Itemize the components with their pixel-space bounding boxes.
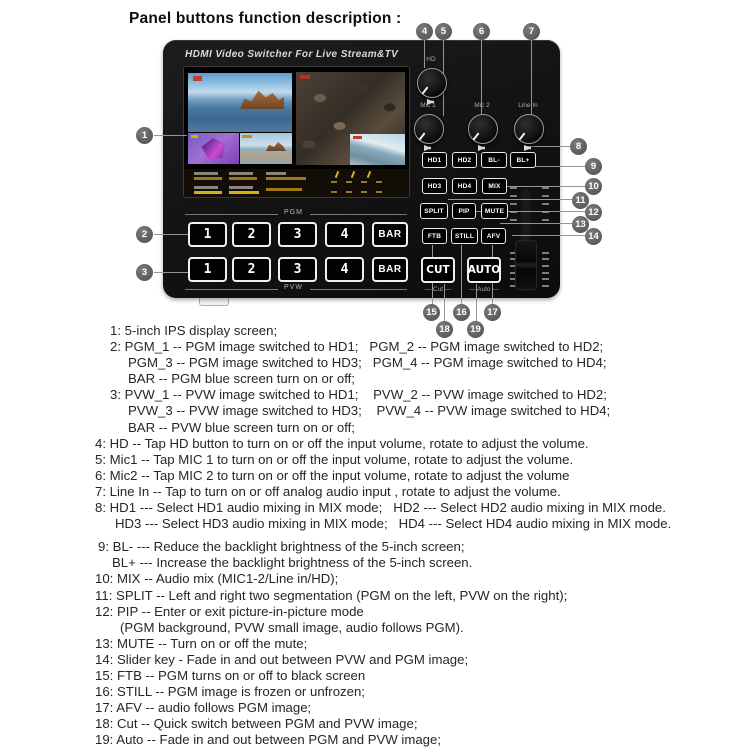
mic1-knob[interactable] <box>414 114 444 144</box>
callout-15: 15 <box>423 304 440 321</box>
still-button[interactable]: STILL <box>451 228 478 244</box>
description-line: HD3 --- Select HD3 audio mixing in MIX mode; HD4 --- Select HD4 audio mixing in MIX mode. <box>115 516 672 532</box>
description-line: 3: PVW_1 -- PVW image switched to HD1; PVW_2 -- PVW image switched to HD2; <box>110 387 607 403</box>
callout-line <box>154 272 189 273</box>
cut-caption: — Cut — <box>424 286 452 293</box>
callout-line <box>500 223 573 224</box>
pvw-button-1[interactable]: 1 <box>188 257 227 282</box>
hd4-button[interactable]: HD4 <box>452 178 477 194</box>
description-line: 10: MIX -- Audio mix (MIC1-2/Line in/HD); <box>95 571 339 587</box>
description-line: 19: Auto -- Fade in and out between PGM and PVW image; <box>95 732 441 748</box>
pgm-button-2[interactable]: 2 <box>232 222 271 247</box>
description-line: 13: MUTE -- Turn on or off the mute; <box>95 635 308 651</box>
afv-button[interactable]: AFV <box>481 228 506 244</box>
callout-6: 6 <box>473 23 490 40</box>
bl-minus-button[interactable]: BL- <box>481 152 507 168</box>
callout-2: 2 <box>136 226 153 243</box>
ftb-button[interactable]: FTB <box>422 228 447 244</box>
callout-16: 16 <box>453 304 470 321</box>
mic2-knob-label: Mic 2 <box>474 102 490 109</box>
description-line: (PGM background, PVW small image, audio follows PGM). <box>120 619 464 635</box>
callout-1: 1 <box>136 127 153 144</box>
callout-4: 4 <box>416 23 433 40</box>
device-foot <box>199 297 229 306</box>
description-line: 15: FTB -- PGM turns on or off to black screen <box>95 667 366 683</box>
input3-video-tile <box>188 133 239 164</box>
speaker-icon <box>424 145 431 151</box>
line-in-knob[interactable] <box>514 114 544 144</box>
callout-19: 19 <box>467 321 484 338</box>
fader-handle[interactable] <box>515 240 537 290</box>
callout-18: 18 <box>436 321 453 338</box>
mic2-knob[interactable] <box>468 114 498 144</box>
mute-button[interactable]: MUTE <box>481 203 508 219</box>
pvw-video-tile <box>188 73 292 132</box>
description-line: BL+ --- Increase the backlight brightness of the 5-inch screen. <box>112 555 473 571</box>
callout-9: 9 <box>585 158 602 175</box>
callout-5: 5 <box>435 23 452 40</box>
split-button[interactable]: SPLIT <box>420 203 448 219</box>
description-line: PVW_3 -- PVW image switched to HD3; PVW_4 -- PVW image switched to HD4; <box>128 403 611 419</box>
page-title: Panel buttons function description : <box>129 10 402 27</box>
callout-12: 12 <box>585 204 602 221</box>
callout-line <box>154 135 187 136</box>
callout-line <box>154 234 189 235</box>
description-line: 1: 5-inch IPS display screen; <box>110 323 278 338</box>
hd-knob[interactable] <box>417 68 447 98</box>
osd-status-bar <box>184 169 409 197</box>
pvw-button-3[interactable]: 3 <box>278 257 317 282</box>
line-in-knob-label: Line In <box>518 102 538 109</box>
description-list <box>0 323 750 748</box>
description-line: 8: HD1 --- Select HD1 audio mixing in MIX mode; HD2 --- Select HD2 audio mixing in MIX mode. <box>95 500 666 516</box>
callout-line <box>502 186 586 187</box>
pvw-row-label: PVW <box>284 284 303 291</box>
description-line: 7: Line In -- Tap to turn on or off analog audio input , rotate to adjust the volume. <box>95 483 561 499</box>
input2-video-tile <box>350 134 405 165</box>
speaker-icon <box>478 145 485 151</box>
callout-11: 11 <box>572 192 589 209</box>
description-line: BAR -- PGM blue screen turn on or off; <box>128 371 355 387</box>
description-line: 18: Cut -- Quick switch between PGM and PVW image; <box>95 716 418 732</box>
pip-button[interactable]: PIP <box>452 203 476 219</box>
hd3-button[interactable]: HD3 <box>422 178 447 194</box>
pgm-button-bar[interactable]: BAR <box>372 222 408 247</box>
pgm-button-3[interactable]: 3 <box>278 222 317 247</box>
callout-14: 14 <box>585 228 602 245</box>
description-line: PGM_3 -- PGM image switched to HD3; PGM_4 -- PGM image switched to HD4; <box>128 355 607 371</box>
mic1-knob-label: Mic 1 <box>420 102 436 109</box>
callout-13: 13 <box>572 216 589 233</box>
callout-3: 3 <box>136 264 153 281</box>
callout-8: 8 <box>570 138 587 155</box>
callout-10: 10 <box>585 178 602 195</box>
device-title: HDMI Video Switcher For Live Stream&TV <box>185 49 399 60</box>
pvw-button-bar[interactable]: BAR <box>372 257 408 282</box>
description-line: 6: Mic2 -- Tap MIC 2 to turn on or off the input volume, rotate to adjust the volume <box>95 467 570 483</box>
auto-caption: — Auto — <box>469 286 499 293</box>
callout-7: 7 <box>523 23 540 40</box>
callout-line <box>424 40 425 68</box>
description-line: BAR -- PVW blue screen turn on or off; <box>128 419 355 435</box>
description-line: 12: PIP -- Enter or exit picture-in-picture mode <box>95 603 364 619</box>
callout-line <box>461 245 462 305</box>
hd1-button[interactable]: HD1 <box>422 152 447 168</box>
hd-knob-label: HD <box>426 56 436 63</box>
mix-button[interactable]: MIX <box>482 178 507 194</box>
description-line: 2: PGM_1 -- PGM image switched to HD1; PGM_2 -- PGM image switched to HD2; <box>110 339 604 355</box>
pgm-button-4[interactable]: 4 <box>325 222 364 247</box>
auto-button[interactable]: AUTO <box>467 257 501 283</box>
pgm-button-1[interactable]: 1 <box>188 222 227 247</box>
description-line: 14: Slider key - Fade in and out between PVW and PGM image; <box>95 651 469 667</box>
description-line: 17: AFV -- audio follows PGM image; <box>95 700 312 716</box>
description-line: 11: SPLIT -- Left and right two segmentation (PGM on the left, PVW on the right); <box>95 587 568 603</box>
callout-17: 17 <box>484 304 501 321</box>
callout-line <box>448 199 573 200</box>
description-line: 16: STILL -- PGM image is frozen or unfrozen; <box>95 684 365 700</box>
video-switcher-device <box>163 40 560 298</box>
description-line: 4: HD -- Tap HD button to turn on or off the input volume, rotate to adjust the volume. <box>95 435 589 451</box>
cut-button[interactable]: CUT <box>421 257 455 283</box>
callout-line <box>527 146 571 147</box>
input4-video-tile <box>240 133 292 164</box>
pvw-button-4[interactable]: 4 <box>325 257 364 282</box>
description-line: 9: BL- --- Reduce the backlight brightness of the 5-inch screen; <box>98 539 465 555</box>
bl-plus-button[interactable]: BL+ <box>510 152 536 168</box>
pgm-row-label: PGM <box>284 209 303 216</box>
hd2-button[interactable]: HD2 <box>452 152 477 168</box>
callout-line <box>533 166 586 167</box>
description-line: 5: Mic1 -- Tap MIC 1 to turn on or off the input volume, rotate to adjust the volume. <box>95 451 574 467</box>
pvw-button-2[interactable]: 2 <box>232 257 271 282</box>
callout-line <box>512 235 586 236</box>
multiview-screen <box>183 66 410 198</box>
